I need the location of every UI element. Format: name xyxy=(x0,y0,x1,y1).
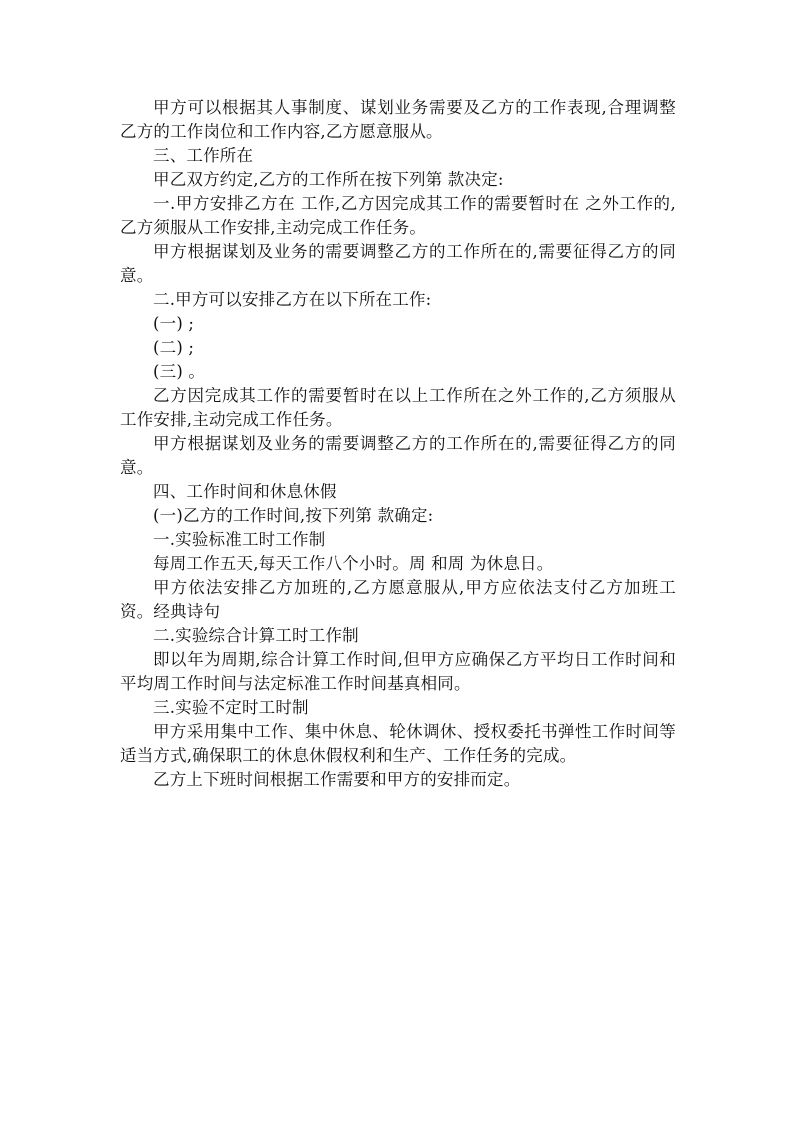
heading-comprehensive-hours: 二.实验综合计算工时工作制 xyxy=(153,626,359,645)
paragraph-temporary-location: 乙方因完成其工作的需要暂时在以上工作所在之外工作的,乙方须服从工作安排,主动完成工作任务。 xyxy=(120,386,676,429)
paragraph-commute-schedule: 乙方上下班时间根据工作需要和甲方的安排而定。 xyxy=(153,770,521,789)
heading-work-location: 三、工作所在 xyxy=(153,146,254,165)
heading-working-hours: 四、工作时间和休息休假 xyxy=(153,482,337,501)
list-item-location-2: (二) ; xyxy=(153,338,195,357)
paragraph-location-consent-2: 甲方根据谋划及业务的需要调整乙方的工作所在的,需要征得乙方的同意。 xyxy=(120,434,676,477)
paragraph-location-option-1: 一.甲方安排乙方在 工作,乙方因完成其工作的需要暂时在 之外工作的,乙方须服从工作安排,主动完成工作任务。 xyxy=(120,194,676,237)
paragraph-location-option-2: 二.甲方可以安排乙方在以下所在工作: xyxy=(153,290,432,309)
paragraph-standard-hours: 每周工作五天,每天工作八个小时。周 和周 为休息日。 xyxy=(153,554,554,573)
paragraph-hours-agreement: (一)乙方的工作时间,按下列第 款确定: xyxy=(153,506,434,525)
paragraph-flexible-hours: 甲方采用集中工作、集中休息、轮休调休、授权委托书弹性工作时间等适当方式,确保职工的休息休假权利和生产、工作任务的完成。 xyxy=(120,722,676,765)
paragraph-location-agreement: 甲乙双方约定,乙方的工作所在按下列第 款决定: xyxy=(153,170,504,189)
heading-flexible-hours: 三.实验不定时工时制 xyxy=(153,698,309,717)
paragraph-comprehensive-hours: 即以年为周期,综合计算工作时间,但甲方应确保乙方平均日工作时间和平均周工作时间与法定标准工作时间基真相同。 xyxy=(120,650,676,693)
list-item-location-1: (一) ; xyxy=(153,314,195,333)
paragraph-adjust-position: 甲方可以根据其人事制度、谋划业务需要及乙方的工作表现,合理调整乙方的工作岗位和工作内容,乙方愿意服从。 xyxy=(120,98,676,141)
paragraph-location-consent-1: 甲方根据谋划及业务的需要调整乙方的工作所在的,需要征得乙方的同意。 xyxy=(120,242,676,285)
heading-standard-hours: 一.实验标准工时工作制 xyxy=(153,530,326,549)
paragraph-overtime: 甲方依法安排乙方加班的,乙方愿意服从,甲方应依法支付乙方加班工资。经典诗句 xyxy=(120,578,676,621)
list-item-location-3: (三) 。 xyxy=(153,362,206,381)
document-body xyxy=(120,96,676,792)
